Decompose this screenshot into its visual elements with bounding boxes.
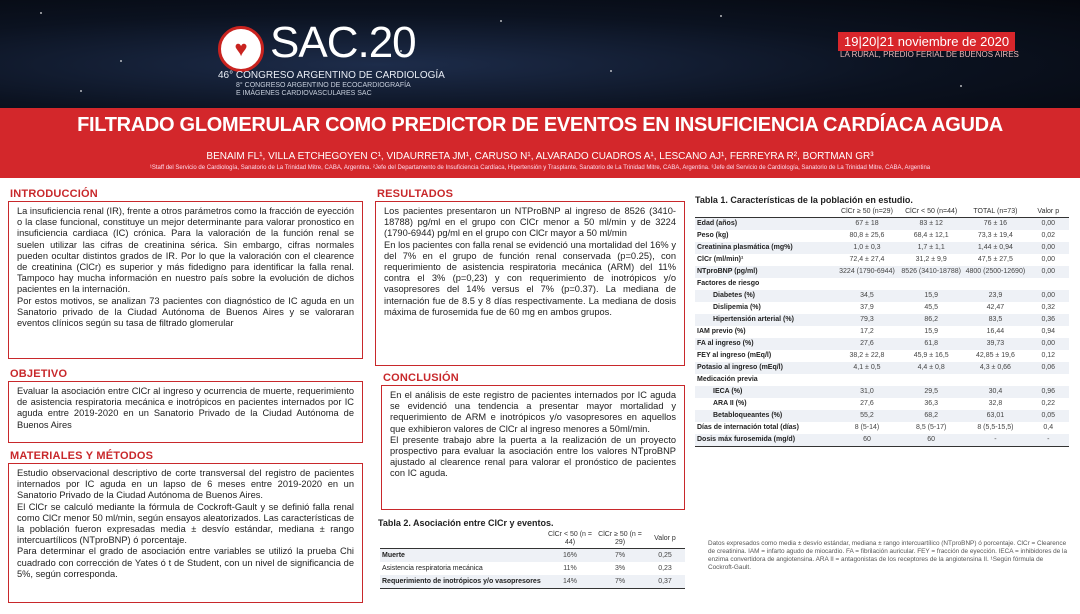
conclusion-paragraph: En el análisis de este registro de pacientes internados por IC aguda se evidenció una tendencia a presentar mayor mortalidad y requerimiento de ARM e inotrópicos y/o vasopresores en aquellos que exhibieron valores de ClCr al ingreso menores a 50ml/min. <box>390 390 676 434</box>
cell <box>835 374 899 386</box>
cell <box>835 278 899 290</box>
cell <box>963 278 1027 290</box>
header-banner <box>0 0 1080 108</box>
row-label: FEY al ingreso (mEq/l) <box>697 352 772 359</box>
cell: 0,23 <box>658 565 672 572</box>
congress-sub-2: E IMÁGENES CARDIOVASCULARES SAC <box>236 90 372 97</box>
cell: 0,02 <box>1041 232 1056 239</box>
metodos-box <box>8 463 363 603</box>
star-decoration <box>610 70 612 72</box>
cell: 4800 (2500-12690) <box>963 266 1027 278</box>
row-label: Betabloqueantes (%) <box>695 410 835 422</box>
table-row <box>380 562 685 575</box>
heart-icon: ♥ <box>234 36 248 61</box>
cell: 29,5 <box>899 386 963 398</box>
cell: 67 ± 18 <box>835 218 899 231</box>
cell: 47,5 ± 27,5 <box>977 256 1013 263</box>
cell: 0,96 <box>1028 386 1069 398</box>
logo-text: SAC.20 <box>270 18 416 67</box>
table1-header: TOTAL (n=73) <box>963 207 1027 218</box>
sac-logo-icon <box>218 26 264 72</box>
cell: - <box>963 434 1027 447</box>
cell <box>1028 374 1069 386</box>
cell: 0,4 <box>1043 424 1054 431</box>
cell <box>1028 278 1069 290</box>
row-label: Dosis máx furosemida (mg/d) <box>695 434 835 447</box>
conclusion-box <box>381 385 685 510</box>
cell <box>899 374 963 386</box>
table-row <box>695 422 1069 434</box>
table-row <box>695 374 1069 386</box>
cell: 3224 (1790-6944) <box>835 266 899 278</box>
cell: 60 <box>899 434 963 447</box>
cell: 86,2 <box>899 314 963 326</box>
cell: 4,1 ± 0,5 <box>835 362 899 374</box>
cell: 8 (5-14) <box>854 424 880 431</box>
row-label: IECA (%) <box>695 386 835 398</box>
cell: 0,25 <box>645 549 685 563</box>
table1-title: Tabla 1. Características de la población en estudio. <box>695 195 913 205</box>
table-row <box>695 302 1069 314</box>
event-venue: LA RURAL, PREDIO FERIAL DE BUENOS AIRES <box>840 50 1019 59</box>
cell: 60 <box>835 434 899 447</box>
cell: 0,22 <box>1041 400 1056 407</box>
cell: 15,9 <box>924 328 938 335</box>
cell: 63,01 <box>963 410 1027 422</box>
conclusion-heading: CONCLUSIÓN <box>383 372 459 384</box>
affiliations: ¹Staff del Servicio de Cardiología, Sanatorio de La Trinidad Mitre, CABA, Argentina. ²Jefe del Departamento de Insuficiencia Cardíaca, Hipertensión y Trasplante, Sanatorio de La Trinidad Mitre, CABA, Argentina. ³Jefe del Servicio de Cardiología, Sanatorio de La Trinidad Mitre, CABA, Argentina <box>149 165 931 171</box>
row-label: Hipertensión arterial (%) <box>695 314 835 326</box>
table1-header <box>695 207 835 218</box>
cell <box>963 374 1027 386</box>
cell: 11% <box>563 565 577 572</box>
objetivo-box <box>8 381 363 443</box>
cell <box>899 278 963 290</box>
cell: 55,2 <box>835 410 899 422</box>
table-row <box>695 278 1069 290</box>
cell: 73,3 ± 19,4 <box>977 232 1013 239</box>
resultados-paragraph: Los pacientes presentaron un NTProBNP al ingreso de 8526 (3410-18788) pg/ml en el grupo con ClCr menor a 50 ml/min y de 3224 (1790-6944) pg/ml en el grupo con ClCr mayor a 50 ml/min <box>384 206 676 239</box>
poster-title: FILTRADO GLOMERULAR COMO PREDICTOR DE EVENTOS EN INSUFICIENCIA CARDÍACA AGUDA <box>77 114 1003 136</box>
cell: 23,9 <box>963 290 1027 302</box>
star-decoration <box>500 20 502 22</box>
cell: 76 ± 16 <box>963 218 1027 231</box>
cell: 0,05 <box>1028 410 1069 422</box>
intro-paragraph: Por estos motivos, se analizan 73 pacientes con diagnóstico de IC aguda en un Sanatorio privado de la Ciudad Autónoma de Buenos Aires y se valoraran eventos clínicos según su tasa de filtrado glomerular <box>17 295 354 329</box>
table-row <box>380 549 685 563</box>
cell: 8526 (3410-18788) <box>899 266 963 278</box>
table1-header: ClCr ≥ 50 (n=29) <box>835 207 899 218</box>
congress-sub-1: 8° CONGRESO ARGENTINO DE ECOCARDIOGRAFÍA <box>236 82 411 89</box>
star-decoration <box>80 90 82 92</box>
metodos-heading: MATERIALES Y MÉTODOS <box>10 450 154 462</box>
table-row <box>380 575 685 589</box>
conclusion-paragraph: El presente trabajo abre la puerta a la realización de un proyecto prospectivo para evaluar la asociación entre los valores NTproBNP ajustado al clearence renal para valorar el pronóstico de pacientes con IC aguda. <box>390 434 676 479</box>
row-label: Peso (kg) <box>697 232 729 239</box>
cell: 16% <box>545 549 595 563</box>
table-row <box>695 350 1069 362</box>
cell: 61,8 <box>899 338 963 350</box>
cell: 0,00 <box>1028 338 1069 350</box>
table-row <box>695 338 1069 350</box>
cell: 37,9 <box>860 304 874 311</box>
row-label: Muerte <box>380 549 545 563</box>
cell: 8,5 (5-17) <box>916 424 947 431</box>
resultados-heading: RESULTADOS <box>377 188 454 200</box>
metodos-paragraph: Para determinar el grado de asociación entre variables se utilizó la prueba Chi cuadrado con corrección de Yates ó t de Student, con un nivel de significancia de 5%, según corresponda. <box>17 546 354 579</box>
cell: 30,4 <box>963 386 1027 398</box>
cell: 17,2 <box>860 328 874 335</box>
event-dates: 19|20|21 noviembre de 2020 <box>838 32 1015 51</box>
cell: 45,5 <box>924 304 938 311</box>
table-row <box>695 386 1069 398</box>
table-row <box>695 218 1069 231</box>
cell: 32,8 <box>988 400 1003 407</box>
table2-header: ClCr ≥ 50 (n = 29) <box>595 530 645 549</box>
row-label: ARA II (%) <box>713 400 747 407</box>
table-row <box>695 398 1069 410</box>
row-label: Edad (años) <box>695 218 835 231</box>
cell: 0,12 <box>1041 352 1056 359</box>
table-row <box>695 254 1069 266</box>
table-row <box>695 410 1069 422</box>
metodos-paragraph: El ClCr se calculó mediante la fórmula de Cockroft-Gault y se definió falla renal como ClCr menor 50 ml/min, según ensayos aleatorizados. Las características de la población fueron expresadas media ± desvío estándar, mediana ± rango intercuartílicos (NTproBNP) ó porcentaje. <box>17 501 354 546</box>
table-row <box>695 326 1069 338</box>
star-decoration <box>40 12 42 14</box>
cell: 0,00 <box>1041 256 1056 263</box>
table1-header: Valor p <box>1028 207 1069 218</box>
table2-title: Tabla 2. Asociación entre ClCr y eventos. <box>378 518 554 528</box>
cell: 14% <box>545 575 595 589</box>
cell: 1,44 ± 0,94 <box>963 242 1027 254</box>
cell: 34,5 <box>835 290 899 302</box>
cell: 83,5 <box>963 314 1027 326</box>
cell: 0,00 <box>1028 242 1069 254</box>
cell: 31,2 ± 9,9 <box>915 256 947 263</box>
congress-name: 46° CONGRESO ARGENTINO DE CARDIOLOGÍA <box>218 70 445 81</box>
table2-header <box>380 530 545 549</box>
row-label: Asistencia respiratoria mecánica <box>382 565 483 572</box>
cell: 0,06 <box>1028 362 1069 374</box>
cell: 0,32 <box>1041 304 1056 311</box>
star-decoration <box>960 85 962 87</box>
cell: 0,00 <box>1028 290 1069 302</box>
table2-header: ClCr < 50 (n = 44) <box>545 530 595 549</box>
row-label: Diabetes (%) <box>695 290 835 302</box>
table1-body <box>695 218 1069 447</box>
metodos-paragraph: Estudio observacional descriptivo de corte transversal del registro de pacientes internados por IC aguda en un lapso de 6 meses entre 2019-2020 en un Sanatorio Privado de la Ciudad Autónoma de Buenos Aires. <box>17 468 354 501</box>
cell: 0,36 <box>1028 314 1069 326</box>
table-row <box>695 242 1069 254</box>
cell: 0,37 <box>645 575 685 589</box>
table-row <box>695 290 1069 302</box>
cell: 36,3 <box>924 400 938 407</box>
table1-header: ClCr < 50 (n=44) <box>899 207 963 218</box>
cell: 68,2 <box>899 410 963 422</box>
row-label: Requerimiento de inotrópicos y/o vasopresores <box>380 575 545 589</box>
intro-box <box>8 201 363 359</box>
cell: 39,73 <box>963 338 1027 350</box>
cell: 38,2 ± 22,8 <box>849 352 885 359</box>
cell: 1,0 ± 0,3 <box>835 242 899 254</box>
cell: 31,0 <box>835 386 899 398</box>
cell: 27,6 <box>860 400 874 407</box>
cell: 0,00 <box>1028 218 1069 231</box>
row-label: Medicación previa <box>697 376 758 383</box>
row-label: IAM previo (%) <box>697 328 746 335</box>
cell: 68,4 ± 12,1 <box>913 232 949 239</box>
table1-footnote: Datos expresados como media ± desvío estándar, mediana ± rango intercuartílico (NTproBNP) ó porcentaje. ClCr = Clearence de creatinina. IAM = infarto agudo de miocardio. FA = fibrilación auricular. FEY = fracción de eyección. IECA = inhibidores de la enzima convertidora de angiotensina. ARA II = antagonistas de los receptores de la angiotensina II. ¹Según fórmula de Cockroft-Gault. <box>708 540 1068 571</box>
cell: 27,6 <box>835 338 899 350</box>
table-row <box>695 314 1069 326</box>
resultados-box <box>375 201 685 366</box>
authors: BENAIM FL¹, VILLA ETCHEGOYEN C¹, VIDAURRETA JM¹, CARUSO N¹, ALVARADO CUADROS A¹, LESCANO AJ¹, FERREYRA R², BORTMAN GR³ <box>206 151 874 162</box>
cell: 42,47 <box>986 304 1005 311</box>
row-label: FA al ingreso (%) <box>695 338 835 350</box>
row-label: Factores de riesgo <box>697 280 760 287</box>
table2-header: Valor p <box>645 530 685 549</box>
cell: 16,44 <box>986 328 1005 335</box>
cell: 1,7 ± 1,1 <box>899 242 963 254</box>
table-row <box>695 230 1069 242</box>
objetivo-paragraph: Evaluar la asociación entre ClCr al ingreso y ocurrencia de muerte, requerimiento de asistencia respiratoria mecánica e inotrópicos en pacientes internados por IC aguda entre 2019-2020 en un Sanatorio Privado de la Ciudad Autónoma de Buenos Aires <box>17 386 354 430</box>
row-label: Creatinina plasmática (mg%) <box>695 242 835 254</box>
table-row <box>695 266 1069 278</box>
cell: 79,3 <box>835 314 899 326</box>
cell: 4,3 ± 0,66 <box>963 362 1027 374</box>
star-decoration <box>120 60 122 62</box>
cell: 0,94 <box>1041 328 1056 335</box>
cell: 45,9 ± 16,5 <box>913 352 949 359</box>
row-label: ClCr (ml/min)¹ <box>697 256 744 263</box>
row-label: Potasio al ingreso (mEq/l) <box>695 362 835 374</box>
cell: - <box>1028 434 1069 447</box>
star-decoration <box>720 15 722 17</box>
cell: 4,4 ± 0,8 <box>899 362 963 374</box>
table1 <box>695 207 1069 447</box>
cell: 7% <box>595 575 645 589</box>
table2 <box>380 530 685 589</box>
cell: 0,00 <box>1028 266 1069 278</box>
row-label: Dislipemia (%) <box>713 304 761 311</box>
objetivo-heading: OBJETIVO <box>10 368 68 380</box>
intro-heading: INTRODUCCIÓN <box>10 188 98 200</box>
row-label: NTproBNP (pg/ml) <box>695 266 835 278</box>
cell: 3% <box>614 565 626 572</box>
cell: 80,8 ± 25,6 <box>849 232 885 239</box>
resultados-paragraph: En los pacientes con falla renal se evidenció una mortalidad del 16% y del 7% en el grupo de función renal conservada (p=0.25), con requerimiento de asistencia respiratoria mecánica (ARM) del 11% contra el 3% (p=0,23) y con requerimiento de inotrópicos y/o vasopresores del 14% versus el 7% (p=0.37). La mediana de internación fue de 8.5 y 8 días respectivamente. La mediana de dosis máxima de furosemida fue de 60 mg en ambos grupos. <box>384 239 676 317</box>
cell: 7% <box>595 549 645 563</box>
cell: 42,85 ± 19,6 <box>975 352 1015 359</box>
cell: 83 ± 12 <box>899 218 963 231</box>
table-row <box>695 362 1069 374</box>
row-label: Días de internación total (días) <box>697 424 799 431</box>
table-row <box>695 434 1069 447</box>
cell: 72,4 ± 27,4 <box>849 256 885 263</box>
cell: 8 (5,5-15,5) <box>977 424 1014 431</box>
cell: 15,9 <box>899 290 963 302</box>
intro-paragraph: La insuficiencia renal (IR), frente a otros parámetros como la fracción de eyección o la clase funcional, constituye un mejor determinante para valorar pronostico en insuficiencia cardiaca (IC) crónica. Para la valoración de la función renal se suelen utilizar las cifras de creatinina sérica. Sin embargo, cifras normales pueden ocultar distintos grados de IR. Por lo que la valoración con el clearence de creatinina (ClCr) es superior y más fidedigno para identificar la falla renal. Tampoco hay mucha información en nuestro país sobre la evolución de dichos pacientes en la internación. <box>17 206 354 295</box>
